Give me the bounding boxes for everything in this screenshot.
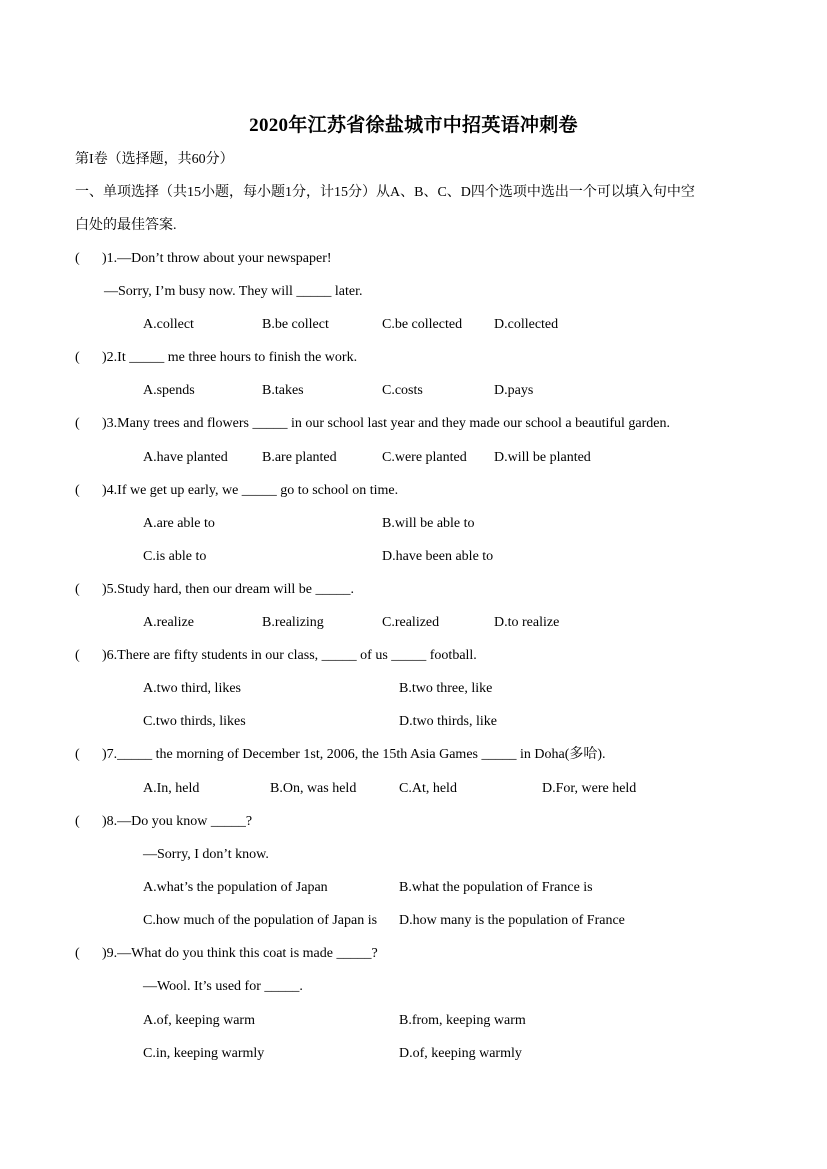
option-b: B.are planted [262,450,337,465]
option-b: B.takes [262,383,304,398]
question-stem: )9.—What do you think this coat is made _____? [102,946,378,961]
option-a: A.In, held [143,781,200,796]
option-b: B.what the population of France is [399,880,593,895]
option-b: B.realizing [262,615,324,630]
answer-bracket: ( [75,747,80,762]
option-b: B.will be able to [382,516,475,531]
option-c: C.how much of the population of Japan is [143,913,378,928]
option-c: C.two thirds, likes [143,714,246,729]
option-d: D.to realize [494,615,560,630]
option-d: D.collected [494,317,559,332]
option-a: A.spends [143,383,195,398]
option-a: A.of, keeping warm [143,1013,255,1028]
option-d: D.how many is the population of France [399,913,625,928]
question-stem: )8.—Do you know _____? [102,814,253,829]
option-d: D.have been able to [382,549,494,564]
question-stem: )3.Many trees and flowers _____ in our school last year and they made our school a beautiful garden. [102,416,670,431]
option-d: D.two thirds, like [399,714,497,729]
option-b: B.On, was held [270,781,357,796]
answer-bracket: ( [75,416,80,431]
option-c: C.be collected [382,317,463,332]
question-stem: )6.There are fifty students in our class, _____ of us _____ football. [102,648,477,663]
option-c: C.realized [382,615,440,630]
question-dialog: —Sorry, I’m busy now. They will _____ later. [104,284,363,299]
option-c: C.were planted [382,450,467,465]
option-c: C.costs [382,383,423,398]
option-a: A.what’s the population of Japan [143,880,328,895]
option-a: A.have planted [143,450,228,465]
question-stem: )5.Study hard, then our dream will be _____. [102,582,354,597]
option-d: D.For, were held [542,781,637,796]
answer-bracket: ( [75,582,80,597]
question-dialog: —Wool. It’s used for _____. [143,979,303,994]
instruction-text: 一、单项选择（共15小题，每小题1分，计15分）从A、B、C、D四个选项中选出一个可以填入句中空 [75,185,695,200]
option-b: B.be collect [262,317,329,332]
question-dialog: —Sorry, I don’t know. [143,847,269,862]
answer-bracket: ( [75,350,80,365]
question-stem: )7._____ the morning of December 1st, 2006, the 15th Asia Games _____ in Doha(多哈). [102,747,606,762]
option-c: C.At, held [399,781,457,796]
answer-bracket: ( [75,946,80,961]
option-d: D.will be planted [494,450,591,465]
instruction-text: 白处的最佳答案. [75,218,177,233]
question-stem: )1.—Don’t throw about your newspaper! [102,251,332,266]
answer-bracket: ( [75,483,80,498]
question-stem: )2.It _____ me three hours to finish the work. [102,350,358,365]
option-d: D.of, keeping warmly [399,1046,522,1061]
option-c: C.in, keeping warmly [143,1046,265,1061]
option-b: B.two three, like [399,681,493,696]
answer-bracket: ( [75,814,80,829]
option-a: A.are able to [143,516,215,531]
option-a: A.two third, likes [143,681,241,696]
answer-bracket: ( [75,251,80,266]
question-stem: )4.If we get up early, we _____ go to school on time. [102,483,399,498]
option-c: C.is able to [143,549,207,564]
option-a: A.collect [143,317,194,332]
option-a: A.realize [143,615,194,630]
option-b: B.from, keeping warm [399,1013,526,1028]
page-title: 2020年江苏省徐盐城市中招英语冲刺卷 [249,115,578,136]
option-d: D.pays [494,383,534,398]
section-heading: 第I卷（选择题，共60分） [75,152,234,167]
answer-bracket: ( [75,648,80,663]
